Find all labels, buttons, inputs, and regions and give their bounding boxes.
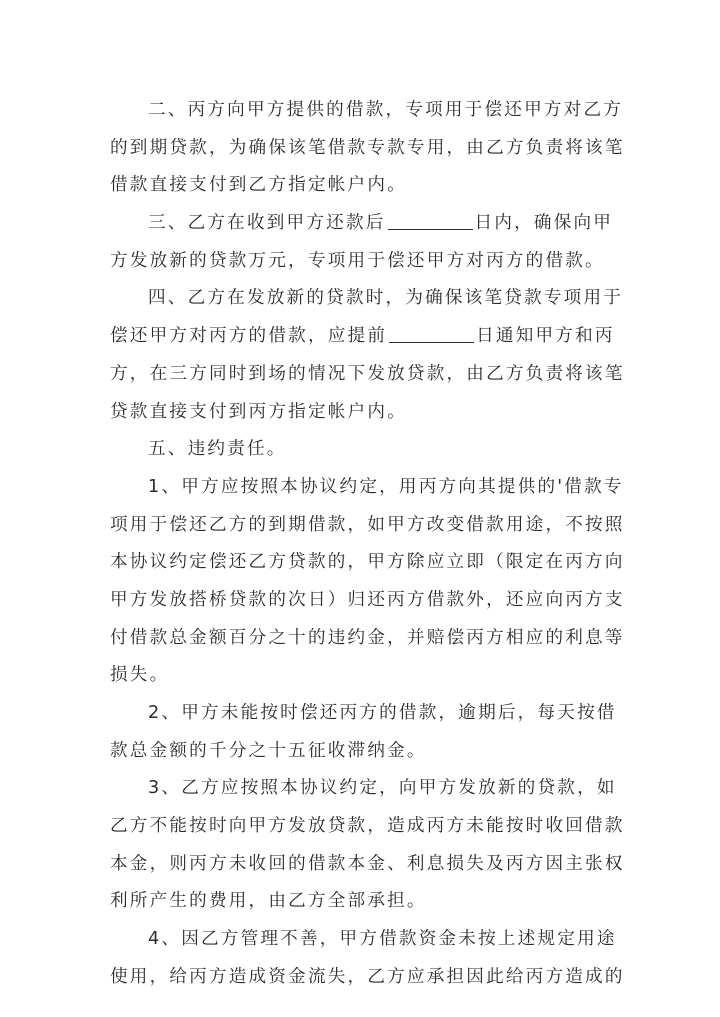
text-line: 4、因乙方管理不善，甲方借款资金未按上述规定用途 bbox=[148, 929, 617, 950]
section-heading: 五、违约责任。 bbox=[148, 439, 287, 460]
text-line bbox=[110, 205, 615, 243]
text-line: 本金，则丙方未收回的借款本金、利息损失及丙方因主张权 bbox=[110, 853, 625, 874]
document-body bbox=[110, 92, 625, 997]
text-line bbox=[110, 318, 615, 356]
text-line: 1、甲方应按照本协议约定，用丙方向其提供的'借款专 bbox=[148, 476, 624, 497]
text-line: 损失。 bbox=[110, 665, 170, 686]
text-line: 款总金额的千分之十五征收滞纳金。 bbox=[110, 740, 427, 761]
text-line: 乙方不能按时向甲方发放贷款，造成丙方未能按时收回借款 bbox=[110, 816, 625, 837]
text-segment: 偿还甲方对丙方的借款，应提前 bbox=[110, 326, 388, 347]
text-segment: 日通知甲方和丙 bbox=[476, 326, 615, 347]
text-line: 使用，给丙方造成资金流失，乙方应承担因此给丙方造成的 bbox=[110, 966, 625, 987]
text-line: 2、甲方未能按时偿还丙方的借款，逾期后，每天按借 bbox=[148, 703, 617, 723]
text-line: 借款直接支付到乙方指定帐户内。 bbox=[110, 175, 407, 196]
text-line: 方，在三方同时到场的情况下发放贷款，由乙方负责将该笔 bbox=[110, 363, 625, 384]
text-line: 四、乙方在发放新的贷款时，为确保该笔贷款专项用于 bbox=[148, 288, 624, 309]
text-segment: 三、乙方在收到甲方还款后 bbox=[148, 213, 386, 234]
text-line: 本协议约定偿还乙方贷款的，甲方除应立即（限定在丙方向 bbox=[110, 552, 625, 573]
text-line: 付借款总金额百分之十的违约金，并赔偿丙方相应的利息等 bbox=[110, 627, 625, 648]
text-line: 甲方发放搭桥贷款的次日）归还丙方借款外，还应向丙方支 bbox=[110, 589, 625, 610]
text-line: 项用于偿还乙方的到期借款，如甲方改变借款用途，不按照 bbox=[110, 514, 625, 535]
fill-in-blank bbox=[388, 228, 473, 230]
text-line: 方发放新的贷款万元，专项用于偿还甲方对丙方的借款。 bbox=[110, 250, 605, 271]
text-line: 贷款直接支付到丙方指定帐户内。 bbox=[110, 401, 407, 422]
text-line: 二、丙方向甲方提供的借款，专项用于偿还甲方对乙方 bbox=[148, 100, 624, 120]
text-line: 利所产生的费用，由乙方全部承担。 bbox=[110, 891, 427, 912]
text-line: 3、乙方应按照本协议约定，向甲方发放新的贷款，如 bbox=[148, 778, 617, 799]
fill-in-blank bbox=[389, 341, 474, 343]
text-segment: 日内，确保向甲 bbox=[474, 213, 614, 234]
text-line: 的到期贷款，为确保该笔借款专款专用，由乙方负责将该笔 bbox=[110, 137, 625, 158]
